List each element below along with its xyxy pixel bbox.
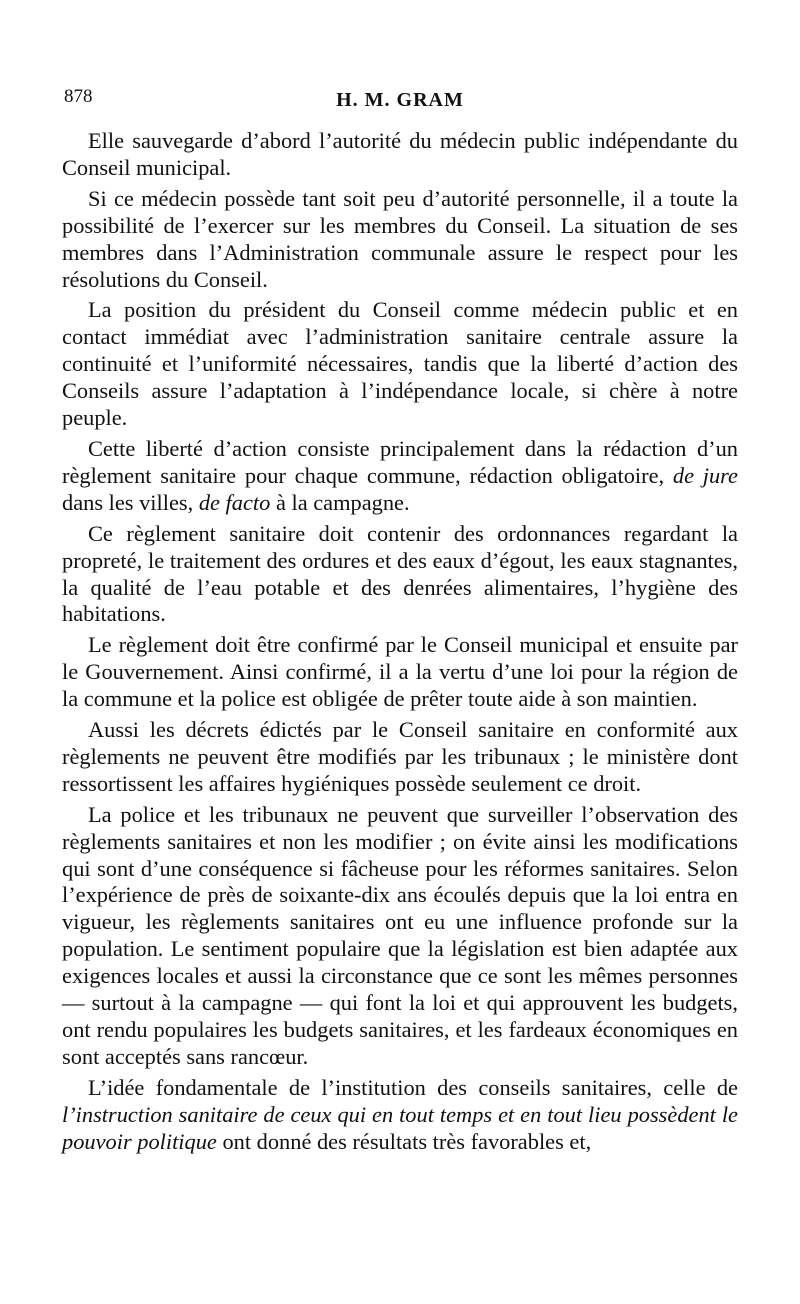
paragraph-4	[62, 436, 738, 517]
page-header	[62, 86, 738, 116]
latin-term-de-facto: de facto	[198, 489, 271, 515]
paragraph-1: Elle sauvegarde d’abord l’autorité du médecin public indépendante du Conseil municipal.	[62, 128, 738, 180]
italic-emphasis: l’instruction sanitaire de ceux qui en tout temps et en tout lieu possèdent le pouvoir politique	[62, 1101, 738, 1154]
paragraph-4-text-a: Cette liberté d’action consiste principalement dans la rédaction d’un règlement sanitaire pour chaque commune, rédaction obligatoire,	[62, 435, 738, 488]
running-title: H. M. GRAM	[336, 89, 464, 111]
paragraph-9-text-a: L’idée fondamentale de l’institution des conseils sanitaires, celle de	[88, 1074, 738, 1100]
paragraph-2: Si ce médecin possède tant soit peu d’autorité personnelle, il a toute la possibilité de l’exercer sur les membres du Conseil. La situation de ses membres dans l’Administration communale assure le respect pour les résolutions du Conseil.	[62, 185, 738, 292]
paragraph-4-text-c: dans les villes,	[62, 489, 199, 515]
body-text	[62, 128, 738, 1156]
paragraph-3: La position du président du Conseil comme médecin public et en contact immédiat avec l’administration sanitaire centrale assure la continuité et l’uniformité nécessaires, tandis que la liberté d’action des Conseils assure l’adaptation à l’indépendance locale, si chère à notre peuple.	[62, 297, 738, 431]
paragraph-6: Le règlement doit être confirmé par le Conseil municipal et ensuite par le Gouvernement. Ainsi confirmé, il a la vertu d’une loi pour la région de la commune et la police est obligée de prêter toute aide à son maintien.	[62, 632, 738, 712]
page-number: 878	[64, 86, 93, 107]
paragraph-9	[62, 1075, 738, 1156]
paragraph-9-text-c: ont donné des résultats très favorables et,	[216, 1128, 592, 1154]
latin-term-de-jure: de jure	[672, 462, 738, 488]
paragraph-5: Ce règlement sanitaire doit contenir des ordonnances regardant la propreté, le traitement des ordures et des eaux d’égout, les eaux stagnantes, la qualité de l’eau potable et des denrées alimentaires, l’hygiène des habitations.	[62, 520, 738, 627]
paragraph-7: Aussi les décrets édictés par le Conseil sanitaire en conformité aux règlements ne peuvent être modifiés par les tribunaux ; le ministère dont ressortissent les affaires hygiéniques possède seulement ce droit.	[62, 717, 738, 796]
paragraph-8: La police et les tribunaux ne peuvent que surveiller l’observation des règlements sanitaires et non les modifier ; on évite ainsi les modifications qui sont d’une conséquence si fâcheuse pour les réformes sanitaires. Selon l’expérience de près de soixante-dix ans écoulés depuis que la loi entra en vigueur, les règlements sanitaires ont eu une influence profonde sur la population. Le sentiment populaire que la législation est bien adaptée aux exigences locales et aussi la circonstance que ce sont les mêmes personnes — surtout à la campagne — qui font la loi et qui approuvent les budgets, ont rendu populaires les budgets sanitaires, et les fardeaux économiques en sont acceptés sans rancœur.	[62, 801, 738, 1069]
paragraph-4-text-e: à la campagne.	[270, 489, 410, 515]
